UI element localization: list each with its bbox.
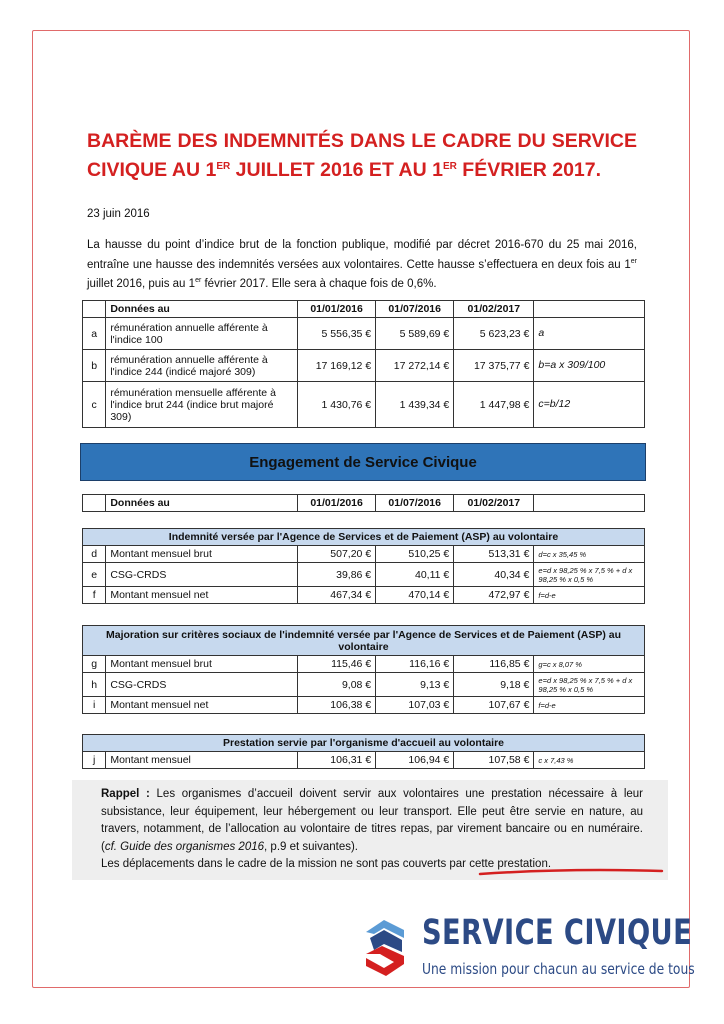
table-row: h CSG-CRDS 9,08 € 9,13 € 9,18 € e=d x 98,25 % x 7,5 % + d x 98,25 % x 0,5 % (83, 673, 645, 697)
table-row: f Montant mensuel net 467,34 € 470,14 € 472,97 € f=d-e (83, 587, 645, 604)
reference-table (82, 300, 645, 428)
prestation-table (82, 734, 645, 769)
service-civique-logo-icon (364, 918, 406, 978)
section-header: Indemnité versée par l'Agence de Services et de Paiement (ASP) au volontaire (83, 529, 645, 546)
asp-indemnity-table (82, 528, 645, 604)
table-row: b rémunération annuelle afférente à l'indice 244 (indicé majoré 309) 17 169,12 € 17 272,14 € 17 375,77 € b=a x 309/100 (83, 350, 645, 382)
rappel-text: Rappel : Les organismes d’accueil doivent servir aux volontaires une prestation nécessaire à leur subsistance, leur équipement, leur hébergement ou leur transport. Elle peut être servie en nature, au travers, notamment, de l’allocation au volontaire de titres repas, par virement bancaire ou en numéraire. (cf. Guide des organismes 2016, p.9 et suivantes). Les déplacements dans le cadre de la mission ne sont pas couverts par cette prestation. (101, 788, 643, 870)
table-row: a rémunération annuelle afférente à l'indice 100 5 556,35 € 5 589,69 € 5 623,23 € a (83, 318, 645, 350)
brand-name: SERVICE CIVIQUE (422, 913, 693, 953)
section-header: Prestation servie par l'organisme d'accueil au volontaire (83, 735, 645, 752)
title-line-1: BARÈME DES INDEMNITÉS DANS LE CADRE DU SERVICE (87, 130, 637, 152)
dates-header-table (82, 494, 645, 512)
table-row: g Montant mensuel brut 115,46 € 116,16 € 116,85 € g=c x 8,07 % (83, 656, 645, 673)
table-row: j Montant mensuel 106,31 € 106,94 € 107,58 € c x 7,43 % (83, 752, 645, 769)
document-date: 23 juin 2016 (87, 208, 150, 220)
table-row: e CSG-CRDS 39,86 € 40,11 € 40,34 € e=d x 98,25 % x 7,5 % + d x 98,25 % x 0,5 % (83, 563, 645, 587)
table-header-row: Données au 01/01/2016 01/07/2016 01/02/2017 (83, 301, 645, 318)
engagement-banner: Engagement de Service Civique (80, 443, 646, 481)
table-row: c rémunération mensuelle afférente à l'indice brut 244 (indice brut majoré 309) 1 430,76 € 1 439,34 € 1 447,98 € c=b/12 (83, 382, 645, 428)
majoration-table (82, 625, 645, 714)
red-underline-swoosh (478, 866, 664, 878)
section-header: Majoration sur critères sociaux de l'indemnité versée par l'Agence de Services et de Paiement (ASP) au volontaire (83, 626, 645, 656)
table-row: d Montant mensuel brut 507,20 € 510,25 € 513,31 € d=c x 35,45 % (83, 546, 645, 563)
table-header-row: Données au 01/01/2016 01/07/2016 01/02/2017 (83, 495, 645, 512)
table-row: i Montant mensuel net 106,38 € 107,03 € 107,67 € f=d-e (83, 697, 645, 714)
page-title (87, 127, 637, 185)
intro-paragraph: La hausse du point d’indice brut de la fonction publique, modifié par décret 2016-670 du 25 mai 2016, entraîne une hausse des indemnités versées aux volontaires. Cette hausse s’effectuera en deux fois au 1er juillet 2016, puis au 1er février 2017. Elle sera à chaque fois de 0,6%. (87, 239, 637, 290)
rappel-line-2: Les déplacements dans le cadre de la mission ne sont pas couverts par cette prestation. (101, 858, 552, 870)
brand-tagline: Une mission pour chacun au service de tous (422, 960, 695, 978)
title-line-2: CIVIQUE AU 1ER JUILLET 2016 ET AU 1ER FÉVRIER 2017. (87, 159, 602, 181)
